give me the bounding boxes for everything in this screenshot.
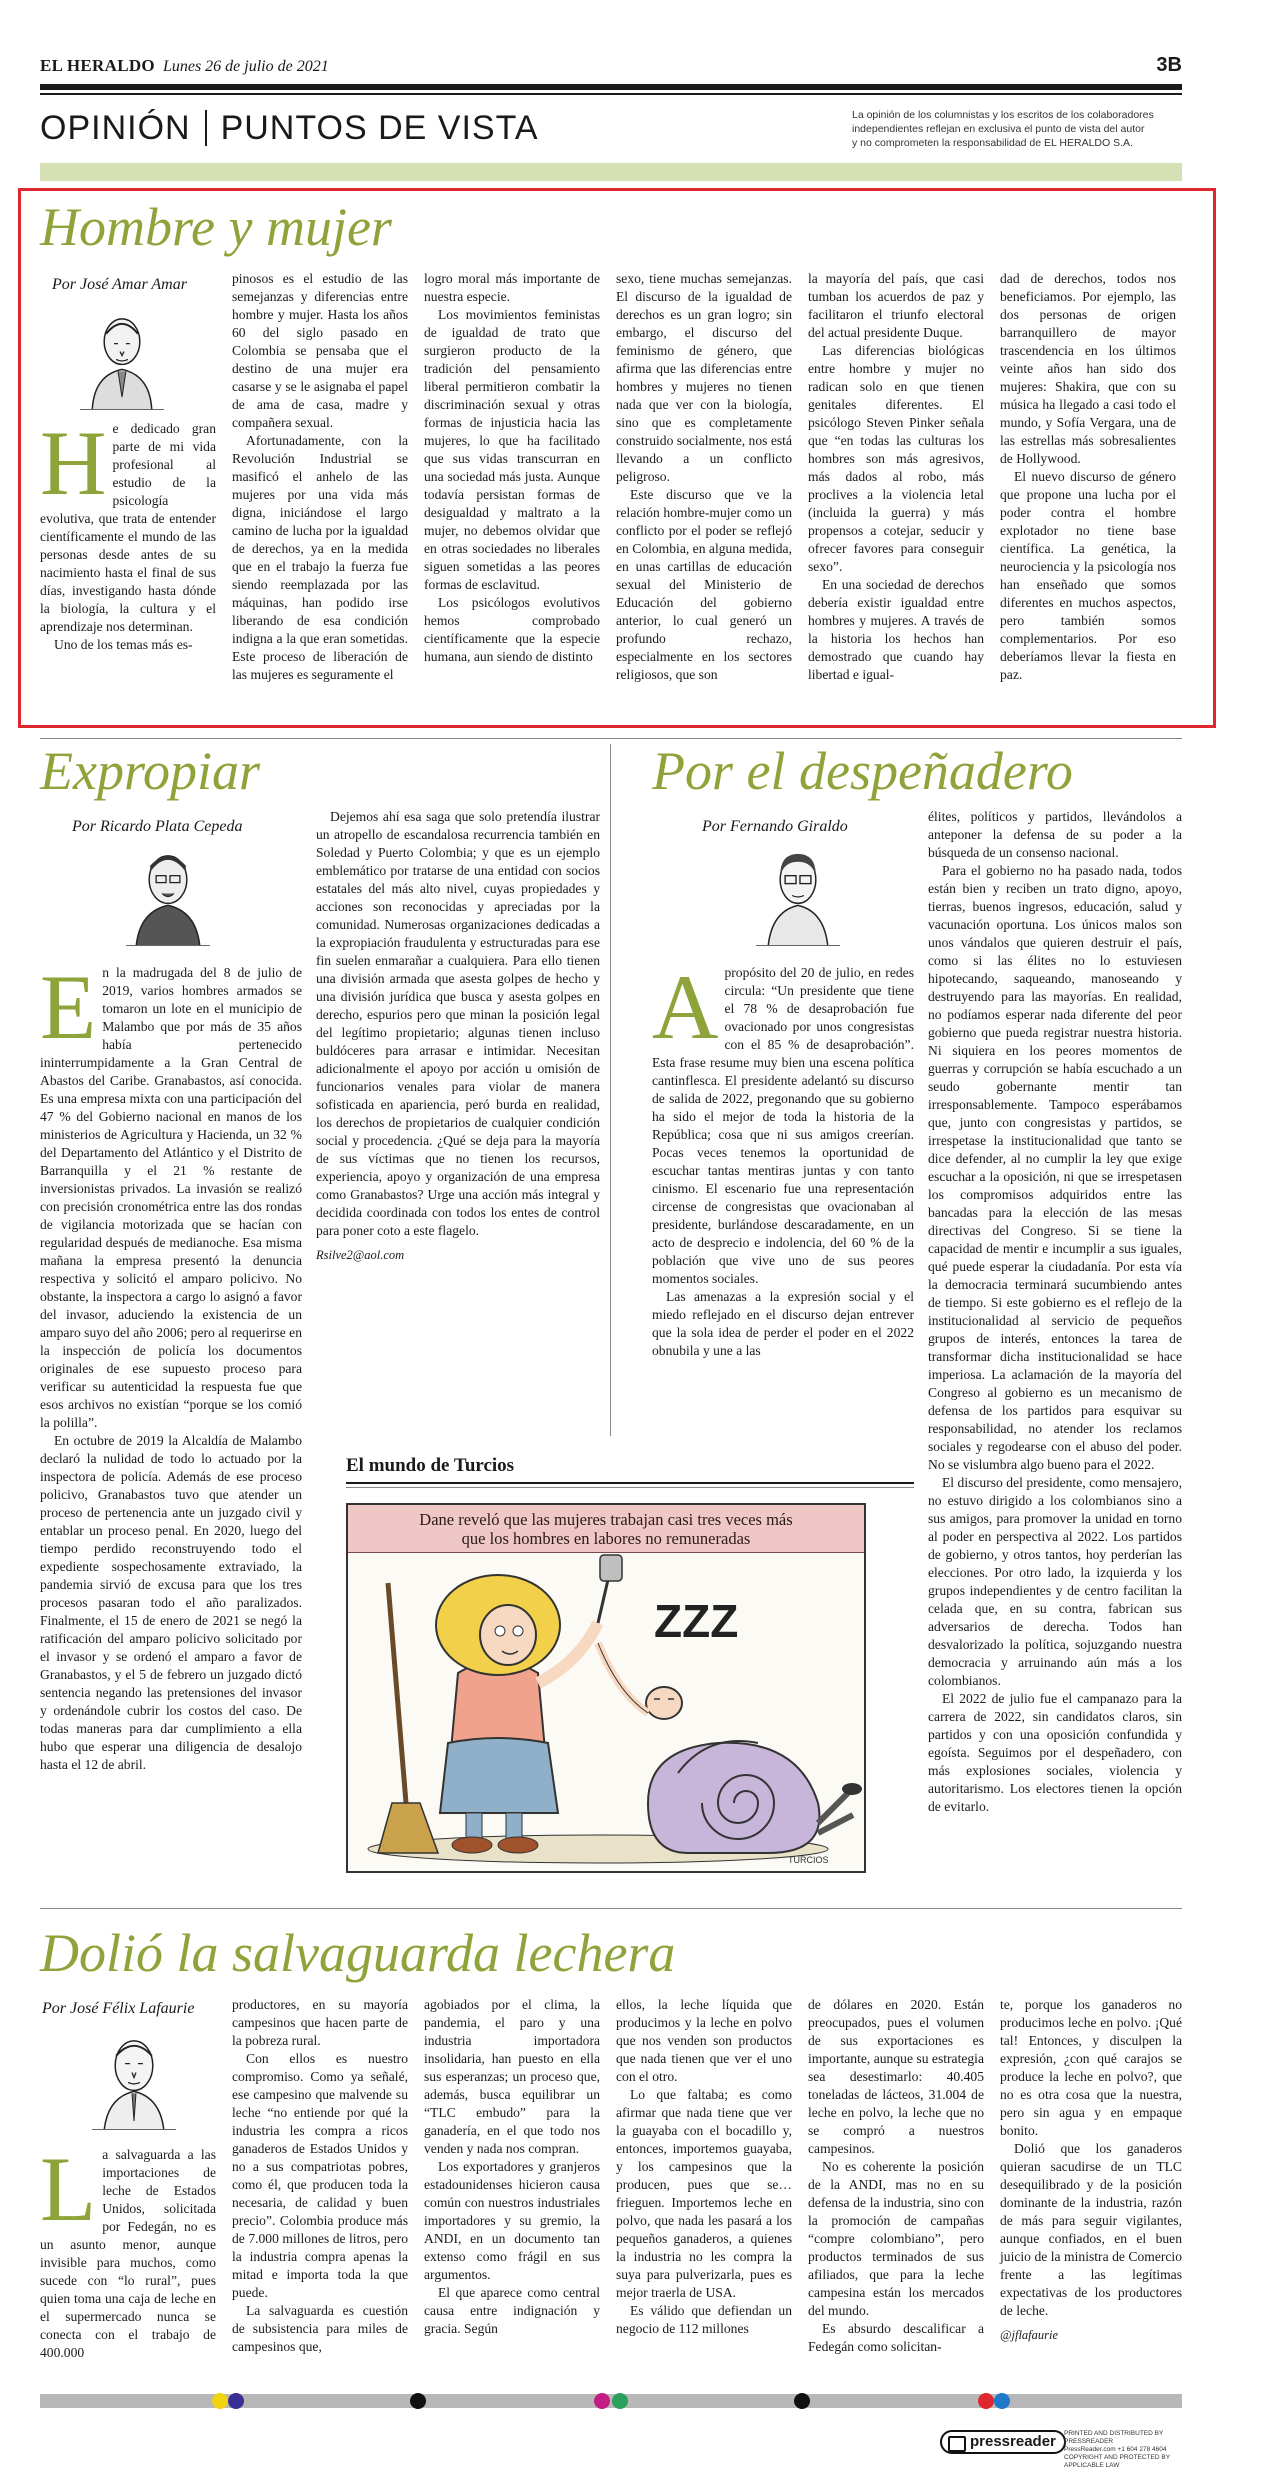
cartoon [346, 1503, 866, 1873]
registration-dot [994, 2393, 1010, 2409]
article-column: L a salvaguarda a las importaciones de leche de Estados Unidos, solicitada por Fedegán, no es un asunto menor, aunque invisible para muchos, como sucede con “lo rural”, pues quien toma una caja de leche en el supermercado nunca se conecta con el trabajo de 400.000 [40, 2138, 216, 2360]
article-column: dad de derechos, todos nos beneficiamos. Por ejemplo, las dos personas de origen barranquillero de mayor trascendencia en los últimos veinte años han sido dos mujeres: Shakira, que con su música ha llegado a casi todo el mundo, y Sofía Vergara, una de las estrellas más sobresalientes de Hollywood. El nuevo discurso de género que propone una lucha por el poder contra el hombre explotador no tiene base científica. La genética, la neurociencia y la psicología nos han enseñado que somos diferentes en muchos aspectos, pero también somos complementarios. Por eso deberíamos llevar la fiesta en paz. [1000, 271, 1176, 682]
article-title: Hombre y mujer [40, 197, 392, 257]
dropcap: L [40, 2138, 97, 2240]
registration-dot [612, 2393, 628, 2409]
dropcap: E [40, 956, 97, 1058]
section-band [40, 163, 1182, 181]
cartoon-caption: Dane reveló que las mujeres trabajan casi tres veces más que los hombres en labores no remuneradas [348, 1505, 864, 1553]
article-column: productores, en su mayoría campesinos que hacen parte de la pobreza rural. Con ellos es nuestro compromiso. Como ya señalé, ese campesino que malvende su leche “no entiende por qué la industria les compra a ricos ganaderos de Estados Unidos y no a sus compatriotas pobres, como él, que producen toda la necesaria, de calidad y buen precio”. Colombia produce más de 7.000 millones de litros, pero la industria compra apenas la mitad e importa toda la que puede. La salvaguarda es cuestión de subsistencia para miles de campesinos que, [232, 1997, 408, 2354]
byline: Por José Félix Lafaurie [42, 2000, 195, 2017]
author-portrait [756, 842, 840, 946]
registration-dot [594, 2393, 610, 2409]
byline: Por José Amar Amar [52, 276, 187, 293]
article-column: te, porque los ganaderos no producimos leche en polvo. ¡Qué tal! Entonces, y disculpen la expresión, ¿con qué carajos se produce la leche en polvo?, que no es otra cosa que la nuestra, pero sin agua y en empaque bonito. Dolió que los ganaderos quieran sacudirse de un TLC desequilibrado y de la posición dominante de la industria, razón de más para seguir vigilantes, aunque confiados, en el buen juicio de la ministra de Comercio frente a las legítimas expectativas de los productores de leche. @jflafaurie [1000, 1997, 1182, 2342]
page-number: 3B [1156, 54, 1182, 76]
registration-dot [228, 2393, 244, 2409]
article-column: élites, políticos y partidos, llevándolos a anteponer la defensa de su poder a la búsqueda de un consenso nacional. Para el gobierno no ha pasado nada, todos están bien y reciben un trato digno, apoyo, tierras, buenos ingresos, educación, salud y vacunación oportuna. Los únicos malos son unos vándalos que quieren destruir el país, como si las élites no lo estuviesen hipotecando, saqueando, manoseando y destruyendo para las mayorías. En realidad, no podíamos esperar nada diferente del peor gobierno que pueda registrar nuestra historia. Ni siquiera en los peores momentos de guerras y corrupción se había escuchado a un seudo gobernante mentir tan irresponsablemente. Tampoco esperábamos que, junto con congresistas y partidos, se irrespetase la institucionalidad que tanto se dice defender, al no cumplir la ley que exige escuchar a la oposición, ni que se irrespetasen los compromisos adquiridos entre las bancadas para la elección de las mesas directivas del Congreso. Si se tiene la capacidad de mentir e incumplir a sus iguales, qué puede esperar la ciudadanía. Por esta vía la democracia terminará sucumbiendo antes de tiempo. Si este gobierno es el reflejo de la institucionalidad al servicio de pequeños grupos de interés, entonces la tarea de transformar dicha institucionalidad se hace imperiosa. La aclamación de la mayoría del Congreso al gobierno es un mecanismo de defensa de los partidos para esquivar su responsabilidad, no atender los reclamos sociales y regodearse con el abuso del poder. No se vislumbra algo bueno para el 2022. El discurso del presidente, como mensajero, no estuvo dirigido a los colombianos sino a sus amigos, para promover la unidad en torno al poder en perspectiva al 2022. Los partidos de gobierno, y otros tantos, hoy perderían las elecciones. Por otro lado, la izquierda y los grupos independientes y de centro facilitan la celada que, en su contra, fabrican sus adversarios de derecha. Todos han desvalorizado la política, sojuzgando nuestra democracia y arruinando aún más a los colombianos. El 2022 de julio fue el campanazo para la carrera de 2022, sin candidatos claros, sin partidos y con una oposición confundida y egoísta. Seguimos por el despeñadero, con más explosiones sociales, violencia y autoritarismo. Los electores tienen la opción de evitarlo. [928, 809, 1182, 1814]
snore-text: ZZZ [654, 1595, 739, 1647]
cartoon-rule [346, 1482, 914, 1484]
article-column: sexo, tiene muchas semejanzas. El discurso de la igualdad de derechos es un gran logro; sin embargo, el discurso del feminismo de género, que afirma que las diferencias entre hombres y mujeres no tienen nada que ver con la biología, sino que es completamente construido socialmente, nos está llevando a un conflicto peligroso. Este discurso que ve la relación hombre-mujer como un conflicto por el poder se reflejó en Colombia, en alguna medida, en unas cartillas de educación sexual del Ministerio de Educación del gobierno anterior, lo cual generó un profundo rechazo, especialmente en los sectores religiosos, que son [616, 271, 792, 682]
cartoon-rule-thin [346, 1487, 914, 1488]
section-divider [205, 110, 207, 146]
article-title: Expropiar [40, 741, 260, 801]
section-divider [40, 738, 1182, 739]
author-portrait [92, 2026, 176, 2130]
portrait-drawing [92, 2026, 176, 2129]
cartoon-drawing [348, 1553, 864, 1871]
author-portrait [126, 842, 210, 946]
article-column: la mayoría del país, que casi tumban los acuerdos de paz y facilitaron el triunfo electoral del actual presidente Duque. Las diferencias biológicas entre hombre y mujer no radican solo en que tienen genitales diferentes. El psicólogo Steven Pinker señala que “en todas las culturas los hombres son más agresivos, más dados al robo, más proclives a la violencia letal (incluida la guerra) y más propensos a cotejar, seducir y ofrecer favores para conseguir sexo”. En una sociedad de derechos debería existir igualdad entre hombres y mujeres. A través de la historia los hechos han demostrado que cuando hay libertad e igual- [808, 271, 984, 682]
print-notice: PRINTED AND DISTRIBUTED BY PRESSREADER PressReader.com +1 604 278 4604 COPYRIGHT AND PROTECTED BY APPLICABLE LAW [1064, 2430, 1170, 2469]
section-divider [40, 1908, 1182, 1909]
author-portrait [80, 306, 164, 410]
dropcap: A [652, 956, 719, 1058]
dropcap: H [40, 412, 107, 514]
article-title: Dolió la salvaguarda lechera [40, 1923, 676, 1983]
issue-date: Lunes 26 de julio de 2021 [162, 58, 329, 75]
author-handle: @jflafaurie [1000, 2328, 1059, 2342]
cartoon-title: El mundo de Turcios [346, 1455, 515, 1476]
registration-dot [410, 2393, 426, 2409]
section-opinion: OPINIÓN [40, 108, 191, 147]
column-divider [610, 744, 611, 1436]
article-column: E n la madrugada del 8 de julio de 2019, varios hombres armados se tomaron un lote en el municipio de Malambo que por más de 35 años había pertenecido ininterrumpidamente a la Gran Central de Abastos del Caribe. Granabastos, así conocida. Es una empresa mixta con una participación del 47 % del Gobierno nacional en manos de los ministerios de Agricultura y Hacienda, un 32 % del Departamento del Atlántico y el Distrito de Barranquilla y el 21 % restante de inversionistas privados. La invasión se realizó con precisión cronométrica entre las dos rondas de vigilancia motorizada que se hacían con regularidad después de medianoche. Esa misma mañana la empresa presentó la denuncia respectiva y solicitó el amparo policivo. No obstante, la inspectora a cargo lo asignó a favor del invasor, aduciendo la existencia de un amparo suyo del año 2006; pero al requerirse en la inspección de policía los documentos originales de ese supuesto proceso para verificar su autenticidad la respuesta fue que esos archivos no existían “porque se los comió la polilla”. En octubre de 2019 la Alcaldía de Malambo declaró la nulidad de todo lo actuado por la inspectora de policía. Además de ese proceso policivo, Granabastos tuvo que atender un proceso de pertenencia ante un juzgado civil y entablar un proceso penal. En 2020, luego del tiempo perdido reconstruyendo todo el expediente sospechosamente extraviado, la pandemia sirvió de excusa para que los tres procesos pasaran todo el año paralizados. Finalmente, el 15 de enero de 2021 se negó la ratificación del amparo policivo solicitado por el invasor y se ordenó el amparo a favor de Granabastos, y el 5 de febrero un juzgado dictó sentencia negando las pretensiones del invasor y ordenándole cubrir los costos del caso. De todas maneras para dar cumplimiento a ella hubo que esperar una diligencia de desalojo hasta el 12 de abril. [40, 956, 302, 1772]
article-column: agobiados por el clima, la pandemia, el paro y una industria importadora insolidaria, han puesto en ella sus esperanzas; un proceso que, además, busca equilibrar un “TLC embudo” para la ganadería, en el que todo nos venden y nada nos compran. Los exportadores y granjeros estadounidenses hicieron causa común con nuestros industriales importadores y su gremio, la ANDI, en un documento tan extenso como frágil en sus argumentos. El que aparece como central causa entre indignación y gracia. Según [424, 1997, 600, 2336]
masthead [40, 56, 1182, 78]
byline: Por Ricardo Plata Cepeda [72, 818, 243, 835]
disclaimer: La opinión de los columnistas y los escritos de los colaboradores independientes reflejan en exclusiva el punto de vista del autor y no comprometen la responsabilidad de EL HERALDO S.A. [852, 109, 1154, 149]
registration-dot [212, 2393, 228, 2409]
article-column: H e dedicado gran parte de mi vida profesional al estudio de la psicología evolutiva, que trata de entender científicamente el mundo de las personas desde antes de su nacimiento hasta el final de sus días, investigando hasta dónde la biología, la cultura y el aprendizaje nos determinan. Uno de los temas más es- [40, 412, 216, 652]
header-rule-thin [40, 93, 1182, 95]
registration-dot [794, 2393, 810, 2409]
portrait-drawing [756, 842, 840, 945]
pressreader-logo: pressreader [940, 2430, 1066, 2454]
section-title [40, 105, 539, 151]
paper-name: EL HERALDO [40, 56, 155, 75]
article-column: A propósito del 20 de julio, en redes circula: “Un presidente que tiene el 78 % de desaprobación fue ovacionado por unos congresistas con el 85 % de desaprobación”. Esta frase resume muy bien una escena política cantinflesca. El presidente adelantó su discurso de salida de 2022, pregonando que su gobierno ha sido el mejor de toda la historia de la República; cosa que ni sus amigos creerían. Pocas veces tenemos la oportunidad de escuchar tantas mentiras juntas y con tanto cinismo. El escenario fue una representación circense de congresistas que ovacionaban al presidente, burlándose descaradamente, en un acto de desprecio e indolencia, del 60 % de la población que vive uno de sus peores momentos sociales. Las amenazas a la expresión social y el miedo reflejado en el discurso dejan entrever que la sola idea de perder el poder en el 2022 obnubila y une a las [652, 956, 914, 1358]
article-title: Por el despeñadero [652, 741, 1073, 801]
article-column: pinosos es el estudio de las semejanzas y diferencias entre hombre y mujer. Hasta los años 60 del siglo pasado en Colombia se pensaba que el destino de una mujer era casarse y se le asignaba el papel de ama de casa, madre y compañera sexual. Afortunadamente, con la Revolución Industrial se masificó el anhelo de las mujeres por una vida más digna, iniciándose el largo camino de lucha por la igualdad de derechos, ya en la medida que en el trabajo la fuerza fue siendo reemplazada por las máquinas, han podido irse liberando de esa condición indigna a la que eran sometidas. Este proceso de liberación de las mujeres es seguramente el [232, 271, 408, 682]
article-column: ellos, la leche líquida que producimos y la leche en polvo que nos venden son productos que nada tienen que ver el uno con el otro. Lo que faltaba; es como afirmar que nada tiene que ver la guayaba con el bocadillo y, entonces, importemos guayaba, y los campesinos que la producen, pues que se… frieguen. Importemos leche en polvo, que nada les pasará a los pequeños ganaderos, a quienes la industria no les compra la suya para pulverizarla, pues es mejor traerla de USA. Es válido que defiendan un negocio de 112 millones [616, 1997, 792, 2336]
section-points-of-view: PUNTOS DE VISTA [220, 108, 539, 147]
article-column: logro moral más importante de nuestra especie. Los movimientos feministas de igualdad de trato que surgieron producto de la tradición del pensamiento liberal permitieron combatir la discriminación sexual y otras formas de injusticia hacia las mujeres, lo que ha facilitado que sus vidas transcurran en una sociedad más justa. Aunque todavía persistan formas de desigualdad y maltrato a la mujer, no debemos olvidar que en otras sociedades no liberales siguen sometidas a las peores formas de esclavitud. Los psicólogos evolutivos hemos comprobado científicamente que la especie humana, aun siendo de distinto [424, 271, 600, 664]
article-column: de dólares en 2020. Están preocupados, pues el volumen de sus exportaciones es importante, aunque su estrategia sea desestimarlo: 40.405 toneladas de lácteos, 31.004 de leche en polvo, la leche que no se compró a nuestros campesinos. No es coherente la posición de la ANDI, mas no en su defensa de la industria, sino con la promoción de campañas “compre colombiano”, pero productos terminados de sus afiliados, que para la leche campesina están los mercados del mundo. Es absurdo descalificar a Fedegán como solicitan- [808, 1997, 984, 2354]
portrait-drawing [126, 842, 210, 945]
portrait-drawing [80, 306, 164, 409]
header-rule [40, 84, 1182, 90]
author-email: Rsilve2@aol.com [316, 1248, 405, 1262]
byline: Por Fernando Giraldo [702, 818, 848, 835]
pressreader-footer [940, 2430, 1180, 2469]
article-column: Dejemos ahí esa saga que solo pretendía ilustrar un atropello de escandalosa recurrencia también en Soledad y Puerto Colombia; y que es un ejemplo emblemático por tratarse de una entidad con socios estatales del más alto nivel, cuyas propiedades y acciones son reconocidas y apreciadas por la comunidad. Numerosas organizaciones dedicadas a la expropiación fraudulenta y estructuradas para ese fin suelen enmarañar a cualquiera. Para ello tienen una división armada que asesta golpes de hecho y una división jurídica que busca y asesta golpes en derecho, espurios pero que minan la posición legal del legítimo propietario; algunas tienen incluso buldóceres para arrasar e intimidar. Necesitan adicionalmente el apoyo por acción u omisión de funcionarios venales para violar de manera sofisticada en apariencia, peró burda en realidad, los derechos de propietarios de cualquier condición social y procedencia. ¿Qué se deja para la mayoría de sus víctimas que no tienen los recursos, experiencia, apoyo y organización de una empresa como Granabastos? Urge una acción más integral y decidida coordinada con todos los entes de control para poner coto a este flagelo. Rsilve2@aol.com [316, 809, 600, 1262]
registration-dot [978, 2393, 994, 2409]
cartoonist-signature: TURCIOS [788, 1855, 829, 1865]
